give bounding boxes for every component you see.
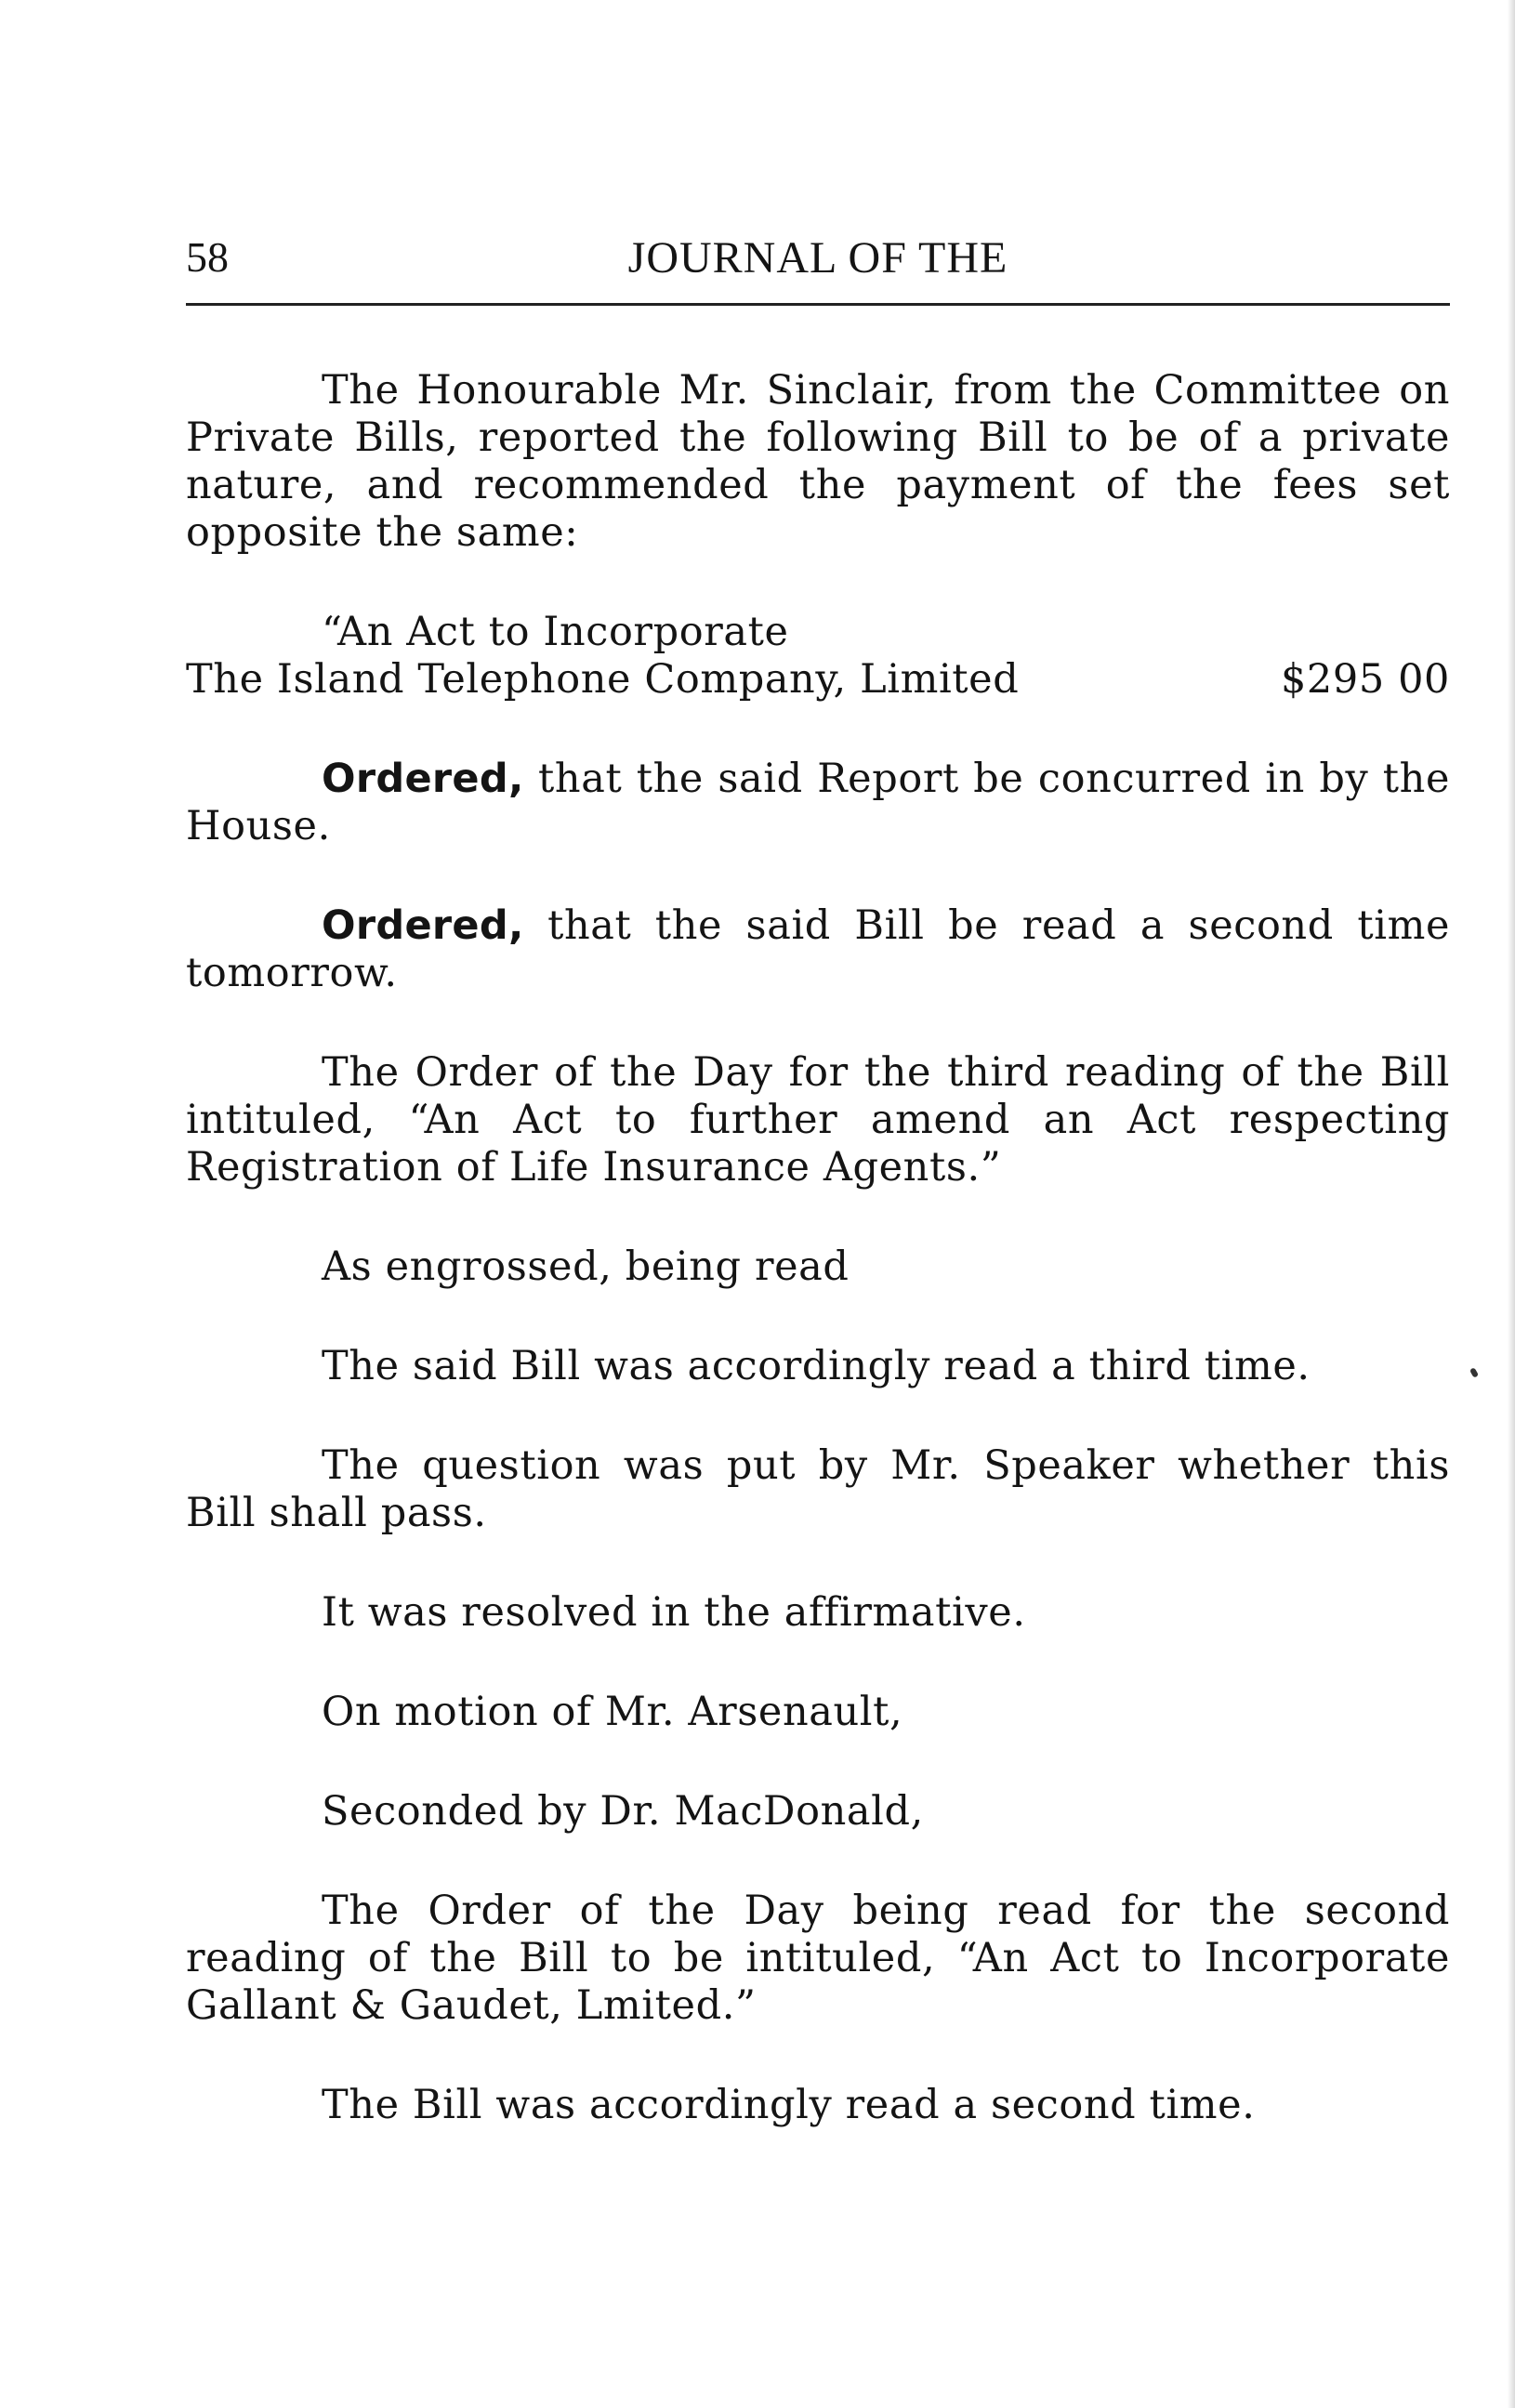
paragraph-seconded: Seconded by Dr. MacDonald, [322,1788,924,1835]
paragraph-committee-report: The Honourable Mr. Sinclair, from the Committee on Private Bills, reported the following Bill to be of a private nature, and recommended the payment of the fees set opposite the same: [186,367,1450,556]
paragraph-as-engrossed: As engrossed, being read [322,1243,850,1290]
running-head: JOURNAL OF THE [627,233,1008,283]
paragraph-order-of-day-second-reading: The Order of the Day being read for the second reading of the Bill to be intituled, “An Act to Incorporate Gallant & Gaudet, Lmited.” [186,1888,1450,2029]
scan-speck [1469,1367,1479,1378]
ordered-report-text: that the said Report be concurred in by the House. [186,756,1450,849]
page-edge-shadow [1508,0,1515,2408]
act-fee: $295 00 [1280,656,1450,703]
paragraph-read-third-time: The said Bill was accordingly read a third time. [322,1343,1311,1389]
act-title-line-1: “An Act to Incorporate [322,609,789,655]
paragraph-read-second-time: The Bill was accordingly read a second time. [322,2082,1256,2128]
journal-body [186,367,1450,2129]
ordered-label: Ordered, [322,902,524,949]
page-header [186,223,1450,297]
ordered-second-reading-text: that the said Bill be read a second time tomorrow. [186,902,1450,996]
paragraph-question-put: The question was put by Mr. Speaker whether this Bill shall pass. [186,1442,1450,1536]
paragraph-order-of-day-third-reading: The Order of the Day for the third reading of the Bill intituled, “An Act to further amend an Act respecting Registration of Life Insurance Agents.” [186,1049,1450,1191]
paragraph-motion: On motion of Mr. Arsenault, [322,1689,903,1735]
paragraph-resolved-affirmative: It was resolved in the affirmative. [322,1589,1026,1636]
ordered-label: Ordered, [322,756,524,802]
act-title-company: The Island Telephone Company, Limited [186,656,1020,703]
page-number: 58 [186,233,229,281]
act-title-line-2 [186,656,1450,704]
paragraph-ordered-second-reading [186,902,1450,997]
paragraph-ordered-report [186,756,1450,850]
header-rule [186,303,1450,306]
